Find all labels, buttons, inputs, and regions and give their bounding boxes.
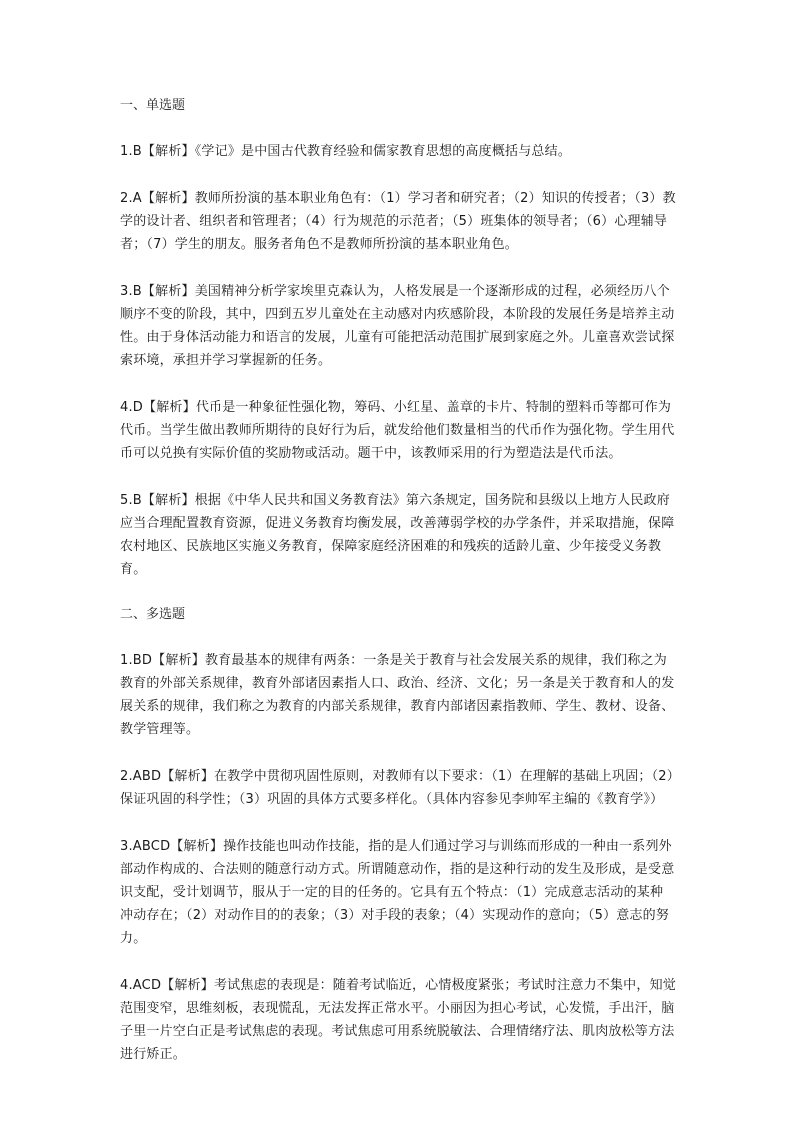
answer-explanation: 教师所扮演的基本职业角色有：（1）学习者和研究者；（2）知识的传授者；（3）教学的设计者、组织者和管理者；（4）行为规范的示范者；（5）班集体的领导者；（6）心理辅导者；（7）学生的朋友。服务者角色不是教师所扮演的基本职业角色。 <box>120 191 676 252</box>
answer-item <box>120 396 676 465</box>
section-title-multiple-choice: 二、多选题 <box>120 607 186 622</box>
answer-label: 5.B【解析】 <box>120 493 195 508</box>
answer-item <box>120 649 676 741</box>
answer-item <box>120 765 676 811</box>
answer-explanation: 教育最基本的规律有两条：一条是关于教育与社会发展关系的规律，我们称之为教育的外部关系规律，教育外部诸因素指人口、政治、经济、文化；另一条是关于教育和人的发展关系的规律，我们称之为教育的内部关系规律，教育内部诸因素指教师、学生、教材、设备、教学管理等。 <box>120 653 675 737</box>
answer-explanation: 代币是一种象征性强化物，筹码、小红星、盖章的卡片、特制的塑料币等都可作为代币。当学生做出教师所期待的良好行为后，就发给他们数量相当的代币作为强化物。学生用代币可以兑换有实际价值的奖励物或活动。题干中，该教师采用的行为塑造法是代币法。 <box>120 400 675 461</box>
answer-label: 2.ABD【解析】 <box>120 769 215 784</box>
answer-explanation: 美国精神分析学家埃里克森认为，人格发展是一个逐渐形成的过程，必须经历八个顺序不变的阶段，其中，四到五岁儿童处在主动感对内疚感阶段，本阶段的发展任务是培养主动性。由于身体活动能力和语言的发展，儿童有可能把活动范围扩展到家庭之外。儿童喜欢尝试探索环境，承担并学习掌握新的任务。 <box>120 284 675 368</box>
answer-label: 3.B【解析】 <box>120 284 195 299</box>
answer-label: 1.BD【解析】 <box>120 653 205 668</box>
answer-explanation: 根据《中华人民共和国义务教育法》第六条规定，国务院和县级以上地方人民政府应当合理配置教育资源，促进义务教育均衡发展，改善薄弱学校的办学条件，并采取措施，保障农村地区、民族地区实施义务教育，保障家庭经济困难的和残疾的适龄儿童、少年接受义务教育。 <box>120 493 675 577</box>
answer-label: 4.D【解析】 <box>120 400 196 415</box>
answer-explanation: 考试焦虑的表现是：随着考试临近，心情极度紧张；考试时注意力不集中，知觉范围变窄，思维刻板，表现慌乱，无法发挥正常水平。小丽因为担心考试，心发慌，手出汗，脑子里一片空白正是考试焦虑的表现。考试焦虑可用系统脱敏法、合理情绪疗法、肌肉放松等方法进行矫正。 <box>120 978 676 1062</box>
answer-item <box>120 489 676 581</box>
answer-label: 1.B【解析】 <box>120 144 195 159</box>
answer-item <box>120 280 676 372</box>
answer-item <box>120 974 676 1066</box>
answer-label: 3.ABCD【解析】 <box>120 839 224 854</box>
answer-item <box>120 140 676 163</box>
answer-explanation: 操作技能也叫动作技能，指的是人们通过学习与训练而形成的一种由一系列外部动作构成的、合法则的随意行动方式。所谓随意动作，指的是这种行动的发生及形成，是受意识支配，受计划调节，服从于一定的目的任务的。它具有五个特点：（1）完成意志活动的某种冲动存在；（2）对动作目的的表象；（3）对手段的表象；（4）实现动作的意向；（5）意志的努力。 <box>120 839 675 946</box>
answer-label: 2.A【解析】 <box>120 191 195 206</box>
answer-explanation: 在教学中贯彻巩固性原则，对教师有以下要求：（1）在理解的基础上巩固；（2）保证巩固的科学性；（3）巩固的具体方式要多样化。（具体内容参见李帅军主编的《教育学》） <box>120 769 674 807</box>
document-body <box>120 96 676 1066</box>
section-title-single-choice: 一、单选题 <box>120 98 186 113</box>
answer-label: 4.ACD【解析】 <box>120 978 214 993</box>
answer-item <box>120 187 676 256</box>
answer-explanation: 《学记》是中国古代教育经验和儒家教育思想的高度概括与总结。 <box>194 144 572 159</box>
answer-item <box>120 835 676 950</box>
